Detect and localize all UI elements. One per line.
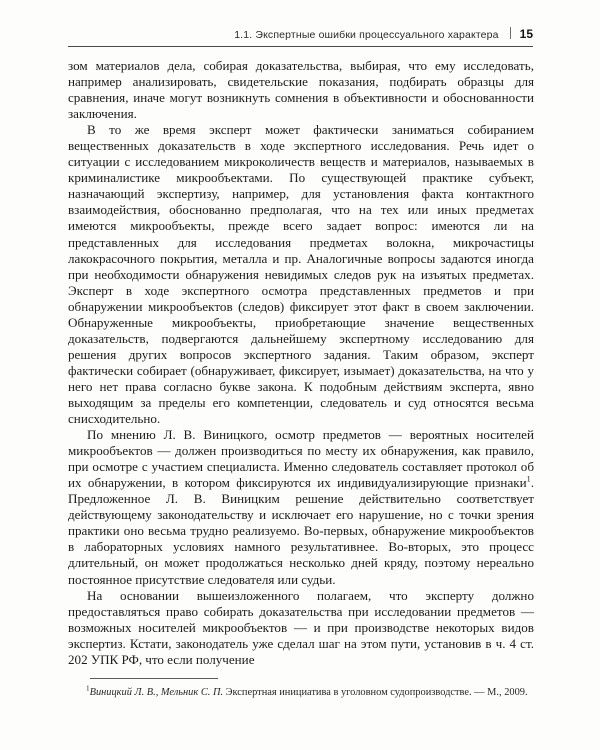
running-header-title: 1.1. Экспертные ошибки процессуального характера bbox=[234, 29, 499, 41]
header-rule bbox=[68, 46, 533, 47]
footnote-entry bbox=[68, 686, 534, 699]
running-header bbox=[68, 26, 533, 41]
paragraph-2: В то же время эксперт может фактически заниматься собиранием вещественных доказательств в ходе экспертного исследования. Речь идет о ситуации с исследованием микроколичеств веществ и материалов, называемых в криминалистике микрообъектами. По существующей практике субъект, назначающий экспертизу, например, для установления факта контактного взаимодействия, обоснованно предполагая, что на тех или иных предметах имеются микрообъекты, прежде всего задает вопрос: имеются ли на представленных для исследования предметах волокна, микрочастицы лакокрасочного покрытия, металла и пр. Аналогичные вопросы задаются иногда при необходимости обнаружения невидимых следов рук на изъятых предметах. Эксперт в ходе экспертного осмотра представленных предметов и при обнаружении микрообъектов (следов) фиксирует этот факт в своем заключении. Обнаруженные микрообъекты, приобретающие значение вещественных доказательств, подвергаются дальнейшему экспертному исследованию для решения других вопросов экспертного задания. Таким образом, эксперт фактически собирает (обнаруживает, фиксирует, изымает) доказательства, на что у него нет права согласно букве закона. К подобным действиям эксперта, явно выходящим за пределы его компетенции, следователь и суд относятся весьма снисходительно. bbox=[68, 122, 534, 427]
footnote-authors: Виницкий Л. В., Мельник С. П. bbox=[89, 687, 224, 698]
paragraph-4: На основании вышеизложенного полагаем, что эксперту должно предоставляться право собирать доказательства при исследовании предметов — возможных носителей микрообъектов — и при производстве некоторых видов экспертиз. Кстати, законодатель уже сделал шаг на этом пути, установив в ч. 4 ст. 202 УПК РФ, что если получение bbox=[68, 587, 534, 667]
body-text-column bbox=[68, 58, 534, 668]
paragraph-1: зом материалов дела, собирая доказательства, выбирая, что ему исследовать, например анализировать, свидетельские показания, подбирать образцы для сравнения, иначе могут возникнуть сомнения в объективности и обоснованности заключения. bbox=[68, 58, 534, 122]
footnote-title: Экспертная инициатива в уголовном судопроизводстве. — М., 2009. bbox=[223, 687, 528, 698]
running-header-divider bbox=[510, 27, 511, 39]
page-number: 15 bbox=[519, 27, 533, 41]
paragraph-3 bbox=[68, 427, 534, 587]
footnote-marker: 1 bbox=[86, 684, 90, 693]
footnote-separator-rule bbox=[90, 678, 218, 679]
footnote-reference-marker[interactable]: 1 bbox=[526, 474, 531, 484]
paragraph-3-text-after-footnote: . Предложенное Л. В. Виницким решение действительно соответствует действующему законодательству и исключает его нарушение, но с точки зрения практики оно весьма трудно реализуемо. Во-первых, обнаружение микрообъектов в лабораторных условиях намного результативнее. Во-вторых, это процесс длительный, он может продолжаться несколько дней кряду, поэтому нереально постоянное присутствие следователя или судьи. bbox=[68, 475, 534, 587]
paragraph-3-text-before-footnote: По мнению Л. В. Виницкого, осмотр предметов — вероятных носителей микрообъектов — должен производиться по месту их обнаружения, как правило, при осмотре с участием специалиста. Именно следователь составляет протокол об их обнаружении, в котором фиксируются их индивидуализирующие признаки bbox=[68, 427, 534, 491]
